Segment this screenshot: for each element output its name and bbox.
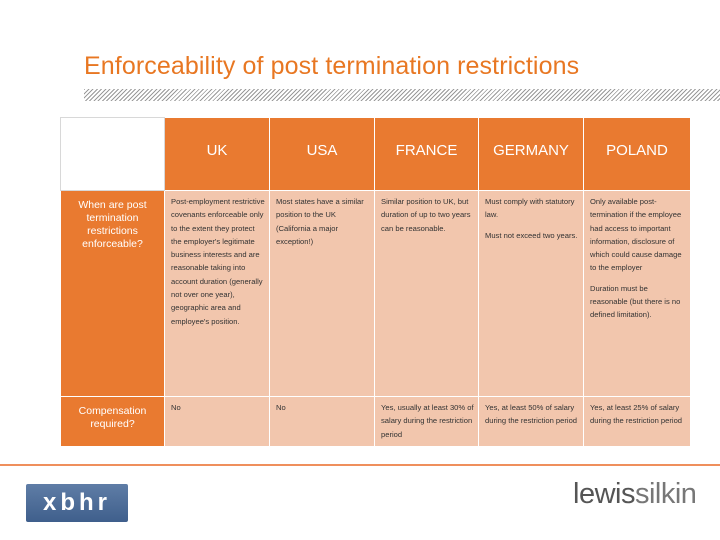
cell-text: Yes, at least 25% of salary during the restriction period <box>590 403 683 426</box>
table-corner-cell <box>61 118 165 191</box>
cell-enforceable-uk <box>165 191 270 397</box>
cell-enforceable-poland <box>584 191 691 397</box>
cell-text: Yes, at least 50% of salary during the restriction period <box>485 403 578 426</box>
cell-text: Similar position to UK, but duration of up to two years can be reasonable. <box>381 197 471 233</box>
table-row <box>61 397 691 447</box>
table-row <box>61 191 691 397</box>
column-header-poland: POLAND <box>584 118 691 191</box>
column-header-germany: GERMANY <box>479 118 584 191</box>
lewissilkin-logo <box>573 478 696 511</box>
cell-text: No <box>171 403 181 412</box>
cell-enforceable-france <box>375 191 479 397</box>
cell-compensation-france <box>375 397 479 447</box>
cell-compensation-germany <box>479 397 584 447</box>
row-header-enforceable: When are post termination restrictions enforceable? <box>61 191 165 397</box>
column-header-uk: UK <box>165 118 270 191</box>
column-header-france: FRANCE <box>375 118 479 191</box>
cell-compensation-poland <box>584 397 691 447</box>
table-header-row <box>61 118 691 191</box>
cell-text: Post-employment restrictive covenants enforceable only to the extent they protect the employer's legitimate business interests and are reasonable taking into account duration (generally not over one year), geographic area and employee's position. <box>171 197 265 326</box>
cell-text: Most states have a similar position to the UK (California a major exception!) <box>276 197 364 246</box>
row-header-compensation: Compensation required? <box>61 397 165 447</box>
cell-enforceable-usa <box>270 191 375 397</box>
column-header-usa: USA <box>270 118 375 191</box>
cell-text: Duration must be reasonable (but there is no defined limitation). <box>590 283 681 320</box>
xbhr-logo: xbhr <box>26 484 128 522</box>
cell-compensation-usa <box>270 397 375 447</box>
title-underline-hatch <box>84 89 720 101</box>
cell-text: Must comply with statutory law. <box>485 197 575 220</box>
cell-text: Only available post-termination if the employee had access to important information, disclosure of which could cause damage to the employer <box>590 197 682 273</box>
cell-text: Must not exceed two years. <box>485 230 578 240</box>
comparison-table <box>60 117 691 447</box>
cell-text: No <box>276 403 286 412</box>
cell-text: Yes, usually at least 30% of salary during the restriction period <box>381 403 474 439</box>
cell-compensation-uk <box>165 397 270 447</box>
footer-divider <box>0 464 720 466</box>
slide-title: Enforceability of post termination restrictions <box>84 52 580 80</box>
logo-text-lewis: lewis <box>573 478 635 510</box>
cell-enforceable-germany <box>479 191 584 397</box>
logo-text-silkin: silkin <box>634 478 697 510</box>
